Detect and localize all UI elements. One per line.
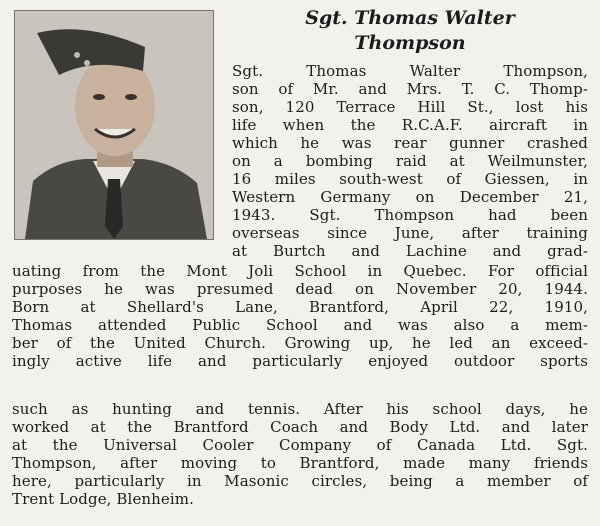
body-line: here, particularly in Masonic circles, being a member of [12,472,588,490]
portrait-photo [14,10,214,240]
body-line: Born at Shellard's Lane, Brantford, April 22, 1910, [12,298,588,316]
body-line: on a bombing raid at Weilmunster, [232,152,588,170]
obituary-title-line-1: Sgt. Thomas Walter [305,7,515,29]
body-line: son of Mr. and Mrs. T. C. Thomp- [232,80,588,98]
body-line: overseas since June, after training [232,224,588,242]
body-line: ingly active life and particularly enjoyed outdoor sports [12,352,588,370]
body-line: Thompson, after moving to Brantford, made many friends [12,454,588,472]
body-line: worked at the Brantford Coach and Body Ltd. and later [12,418,588,436]
body-line: ber of the United Church. Growing up, he led an exceed- [12,334,588,352]
body-line: Trent Lodge, Blenheim. [12,490,195,508]
body-line: Thomas attended Public School and was also a mem- [12,316,588,334]
portrait-illustration [15,11,213,239]
body-line: such as hunting and tennis. After his school days, he [12,400,588,418]
body-line: life when the R.C.A.F. aircraft in [232,116,588,134]
obituary-title-line-2: Thompson [354,32,466,54]
body-line: Western Germany on December 21, [232,188,588,206]
body-line: 16 miles south-west of Giessen, in [232,170,588,188]
body-line: at Burtch and Lachine and grad- [232,242,588,260]
body-line: at the Universal Cooler Company of Canada Ltd. Sgt. [12,436,588,454]
body-line: son, 120 Terrace Hill St., lost his [232,98,588,116]
body-line: 1943. Sgt. Thompson had been [232,206,588,224]
body-line: which he was rear gunner crashed [232,134,588,152]
body-line: uating from the Mont Joli School in Quebec. For official [12,262,588,280]
body-line: Sgt. Thomas Walter Thompson, [232,62,588,80]
body-line: purposes he was presumed dead on November 20, 1944. [12,280,588,298]
